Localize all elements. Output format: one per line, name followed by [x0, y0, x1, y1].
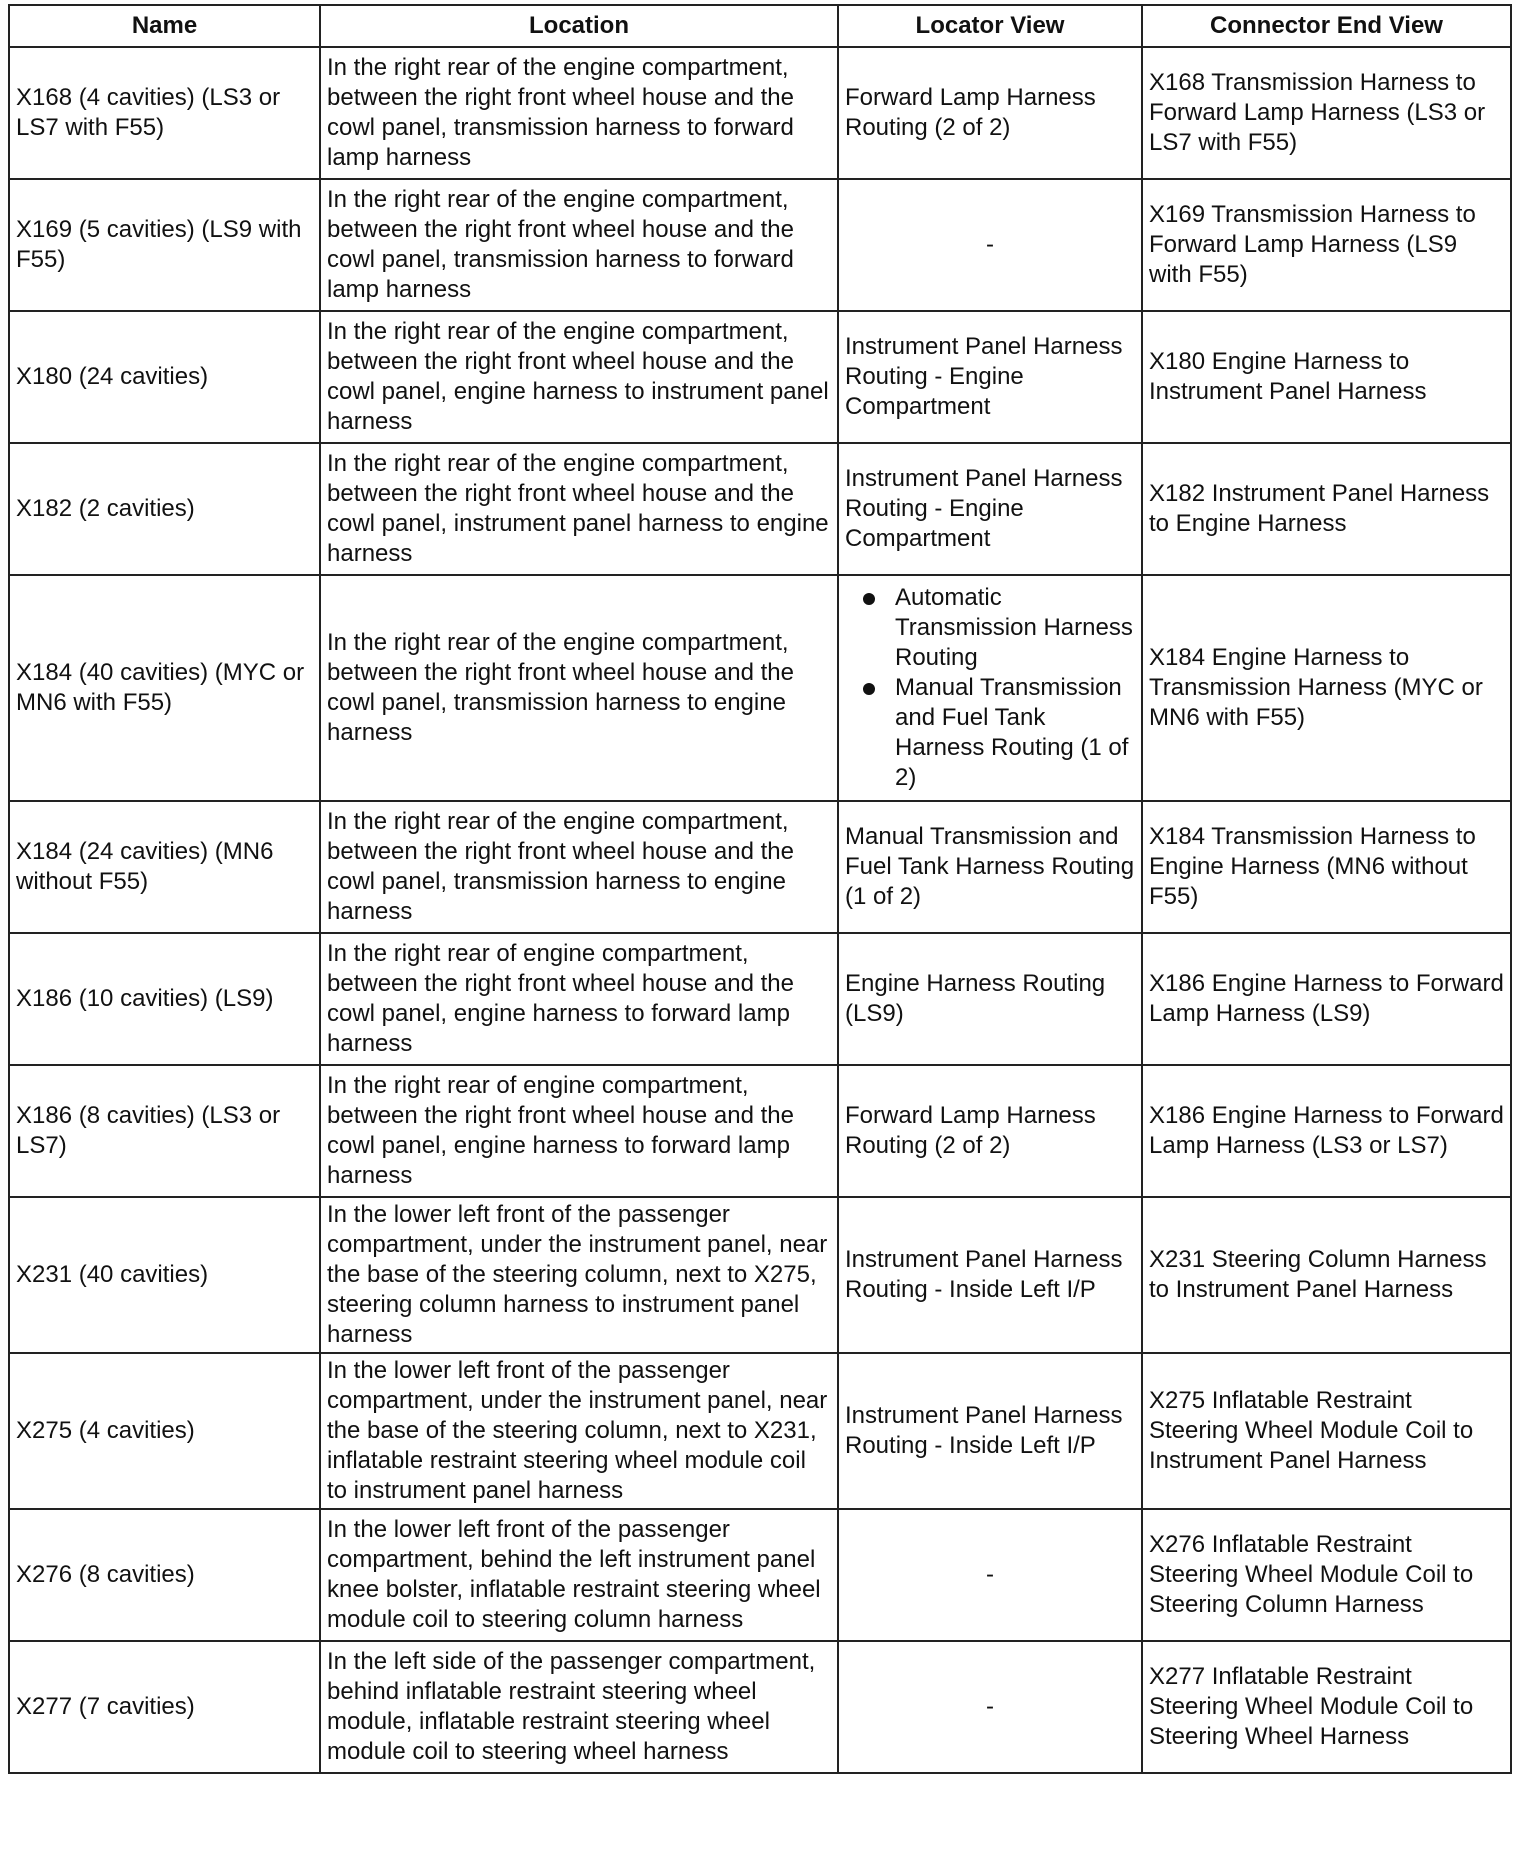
cell-location: In the right rear of the engine compartment, between the right front wheel house and the cowl panel, instrument panel harness to engine harness: [320, 443, 838, 575]
cell-locator-view: Instrument Panel Harness Routing - Inside Left I/P: [838, 1353, 1142, 1509]
cell-name: X168 (4 cavities) (LS3 or LS7 with F55): [9, 47, 320, 179]
cell-name: X184 (24 cavities) (MN6 without F55): [9, 801, 320, 933]
cell-location: In the right rear of engine compartment, between the right front wheel house and the cowl panel, engine harness to forward lamp harness: [320, 933, 838, 1065]
table-row: [9, 933, 1511, 1065]
cell-locator-view: Instrument Panel Harness Routing - Engine Compartment: [838, 311, 1142, 443]
cell-name: X182 (2 cavities): [9, 443, 320, 575]
cell-locator-view: Manual Transmission and Fuel Tank Harness Routing (1 of 2): [838, 801, 1142, 933]
cell-locator-view: -: [838, 1641, 1142, 1773]
cell-location: In the lower left front of the passenger compartment, behind the left instrument panel knee bolster, inflatable restraint steering wheel module coil to steering column harness: [320, 1509, 838, 1641]
table-row: [9, 47, 1511, 179]
table-row: [9, 1065, 1511, 1197]
table-row: [9, 575, 1511, 801]
header-locator-view: Locator View: [838, 5, 1142, 47]
cell-name: X169 (5 cavities) (LS9 with F55): [9, 179, 320, 311]
cell-locator-view: -: [838, 179, 1142, 311]
cell-name: X276 (8 cavities): [9, 1509, 320, 1641]
cell-connector-end-view: X180 Engine Harness to Instrument Panel Harness: [1142, 311, 1511, 443]
cell-locator-view: Forward Lamp Harness Routing (2 of 2): [838, 1065, 1142, 1197]
cell-location: In the lower left front of the passenger compartment, under the instrument panel, near the base of the steering column, next to X275, steering column harness to instrument panel harness: [320, 1197, 838, 1353]
cell-locator-view: Engine Harness Routing (LS9): [838, 933, 1142, 1065]
cell-connector-end-view: X168 Transmission Harness to Forward Lamp Harness (LS3 or LS7 with F55): [1142, 47, 1511, 179]
cell-name: X277 (7 cavities): [9, 1641, 320, 1773]
header-connector-end-view: Connector End View: [1142, 5, 1511, 47]
locator-list-item: Automatic Transmission Harness Routing: [845, 583, 1135, 673]
cell-name: X231 (40 cavities): [9, 1197, 320, 1353]
header-location: Location: [320, 5, 838, 47]
cell-connector-end-view: X169 Transmission Harness to Forward Lamp Harness (LS9 with F55): [1142, 179, 1511, 311]
table-row: [9, 1509, 1511, 1641]
table-row: [9, 801, 1511, 933]
cell-location: In the right rear of the engine compartment, between the right front wheel house and the cowl panel, transmission harness to engine harness: [320, 801, 838, 933]
cell-connector-end-view: X277 Inflatable Restraint Steering Wheel Module Coil to Steering Wheel Harness: [1142, 1641, 1511, 1773]
cell-connector-end-view: X231 Steering Column Harness to Instrument Panel Harness: [1142, 1197, 1511, 1353]
table-row: [9, 1641, 1511, 1773]
cell-location: In the right rear of engine compartment, between the right front wheel house and the cowl panel, engine harness to forward lamp harness: [320, 1065, 838, 1197]
cell-connector-end-view: X184 Engine Harness to Transmission Harness (MYC or MN6 with F55): [1142, 575, 1511, 801]
cell-location: In the right rear of the engine compartment, between the right front wheel house and the cowl panel, transmission harness to forward lamp harness: [320, 47, 838, 179]
cell-locator-view: [838, 575, 1142, 801]
header-name: Name: [9, 5, 320, 47]
cell-location: In the right rear of the engine compartment, between the right front wheel house and the cowl panel, engine harness to instrument panel harness: [320, 311, 838, 443]
cell-locator-view: -: [838, 1509, 1142, 1641]
cell-connector-end-view: X182 Instrument Panel Harness to Engine Harness: [1142, 443, 1511, 575]
table-row: [9, 1197, 1511, 1353]
cell-locator-view: Forward Lamp Harness Routing (2 of 2): [838, 47, 1142, 179]
cell-connector-end-view: X276 Inflatable Restraint Steering Wheel Module Coil to Steering Column Harness: [1142, 1509, 1511, 1641]
cell-location: In the right rear of the engine compartment, between the right front wheel house and the cowl panel, transmission harness to forward lamp harness: [320, 179, 838, 311]
cell-name: X180 (24 cavities): [9, 311, 320, 443]
cell-connector-end-view: X275 Inflatable Restraint Steering Wheel Module Coil to Instrument Panel Harness: [1142, 1353, 1511, 1509]
cell-name: X184 (40 cavities) (MYC or MN6 with F55): [9, 575, 320, 801]
cell-locator-view: Instrument Panel Harness Routing - Inside Left I/P: [838, 1197, 1142, 1353]
cell-name: X275 (4 cavities): [9, 1353, 320, 1509]
cell-connector-end-view: X186 Engine Harness to Forward Lamp Harness (LS9): [1142, 933, 1511, 1065]
table-row: [9, 311, 1511, 443]
table-row: [9, 179, 1511, 311]
locator-list: [845, 583, 1135, 793]
table-row: [9, 443, 1511, 575]
cell-name: X186 (10 cavities) (LS9): [9, 933, 320, 1065]
cell-locator-view: Instrument Panel Harness Routing - Engine Compartment: [838, 443, 1142, 575]
cell-location: In the lower left front of the passenger compartment, under the instrument panel, near the base of the steering column, next to X231, inflatable restraint steering wheel module coil to instrument panel harness: [320, 1353, 838, 1509]
cell-location: In the right rear of the engine compartment, between the right front wheel house and the cowl panel, transmission harness to engine harness: [320, 575, 838, 801]
cell-name: X186 (8 cavities) (LS3 or LS7): [9, 1065, 320, 1197]
locator-list-item: Manual Transmission and Fuel Tank Harness Routing (1 of 2): [845, 673, 1135, 793]
connector-table: [8, 4, 1512, 1774]
cell-connector-end-view: X184 Transmission Harness to Engine Harness (MN6 without F55): [1142, 801, 1511, 933]
header-row: [9, 5, 1511, 47]
cell-location: In the left side of the passenger compartment, behind inflatable restraint steering wheel module, inflatable restraint steering wheel module coil to steering wheel harness: [320, 1641, 838, 1773]
cell-connector-end-view: X186 Engine Harness to Forward Lamp Harness (LS3 or LS7): [1142, 1065, 1511, 1197]
table-row: [9, 1353, 1511, 1509]
